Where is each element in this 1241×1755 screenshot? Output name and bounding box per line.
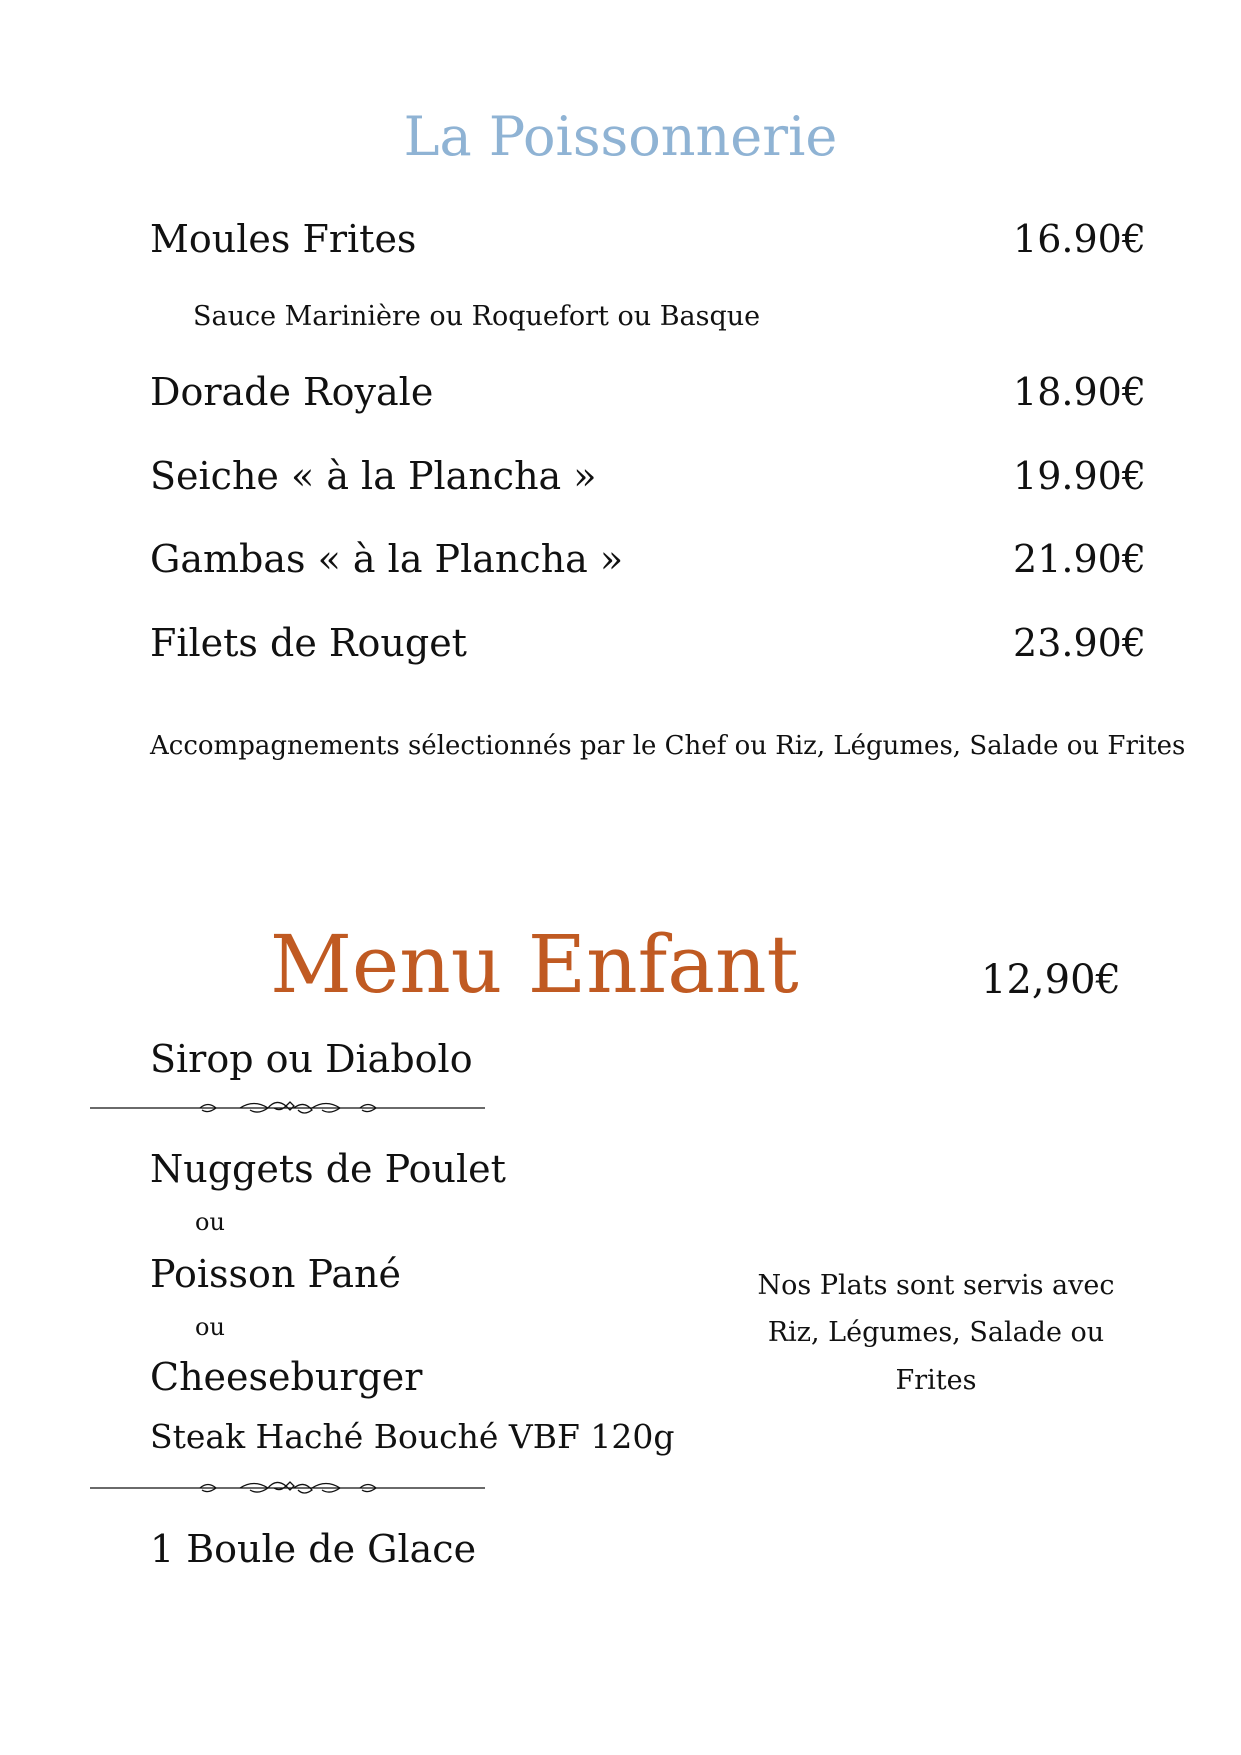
dish-price: 21.90€ [1013, 537, 1146, 581]
kids-main-nuggets: Nuggets de Poulet [150, 1147, 506, 1191]
sides-note-line1: Nos Plats sont servis avec [757, 1270, 1115, 1301]
sides-note [726, 1262, 1146, 1404]
kids-main-cheeseburger: Cheeseburger [150, 1355, 423, 1399]
ornamental-divider [90, 1097, 485, 1119]
ornamental-divider [90, 1477, 485, 1499]
dish-name: Filets de Rouget [150, 621, 467, 665]
dish-price: 23.90€ [1013, 621, 1146, 665]
dish-price: 18.90€ [1013, 370, 1146, 414]
kids-drink: Sirop ou Diabolo [150, 1037, 473, 1081]
sides-note-line2: Riz, Légumes, Salade ou Frites [767, 1317, 1105, 1396]
dish-price: 19.90€ [1013, 454, 1146, 498]
kids-dessert: 1 Boule de Glace [150, 1527, 477, 1571]
dish-name: Moules Frites [150, 217, 417, 261]
dish-name: Gambas « à la Plancha » [150, 537, 624, 581]
cheeseburger-detail: Steak Haché Bouché VBF 120g [150, 1417, 675, 1456]
accompaniment-note: Accompagnements sélectionnés par le Chef ou Riz, Légumes, Salade ou Frites [150, 731, 1186, 761]
dish-price: 16.90€ [1013, 217, 1146, 261]
section-title-menu-enfant: Menu Enfant [270, 918, 799, 1011]
moules-sauce-note: Sauce Marinière ou Roquefort ou Basque [193, 301, 761, 332]
dish-name: Seiche « à la Plancha » [150, 454, 597, 498]
section-title-poissonnerie: La Poissonnerie [403, 105, 838, 168]
kids-main-poisson: Poisson Pané [150, 1252, 401, 1296]
or-separator: ou [195, 1208, 225, 1236]
dish-name: Dorade Royale [150, 370, 434, 414]
or-separator: ou [195, 1313, 225, 1341]
menu-enfant-price: 12,90€ [981, 957, 1121, 1003]
